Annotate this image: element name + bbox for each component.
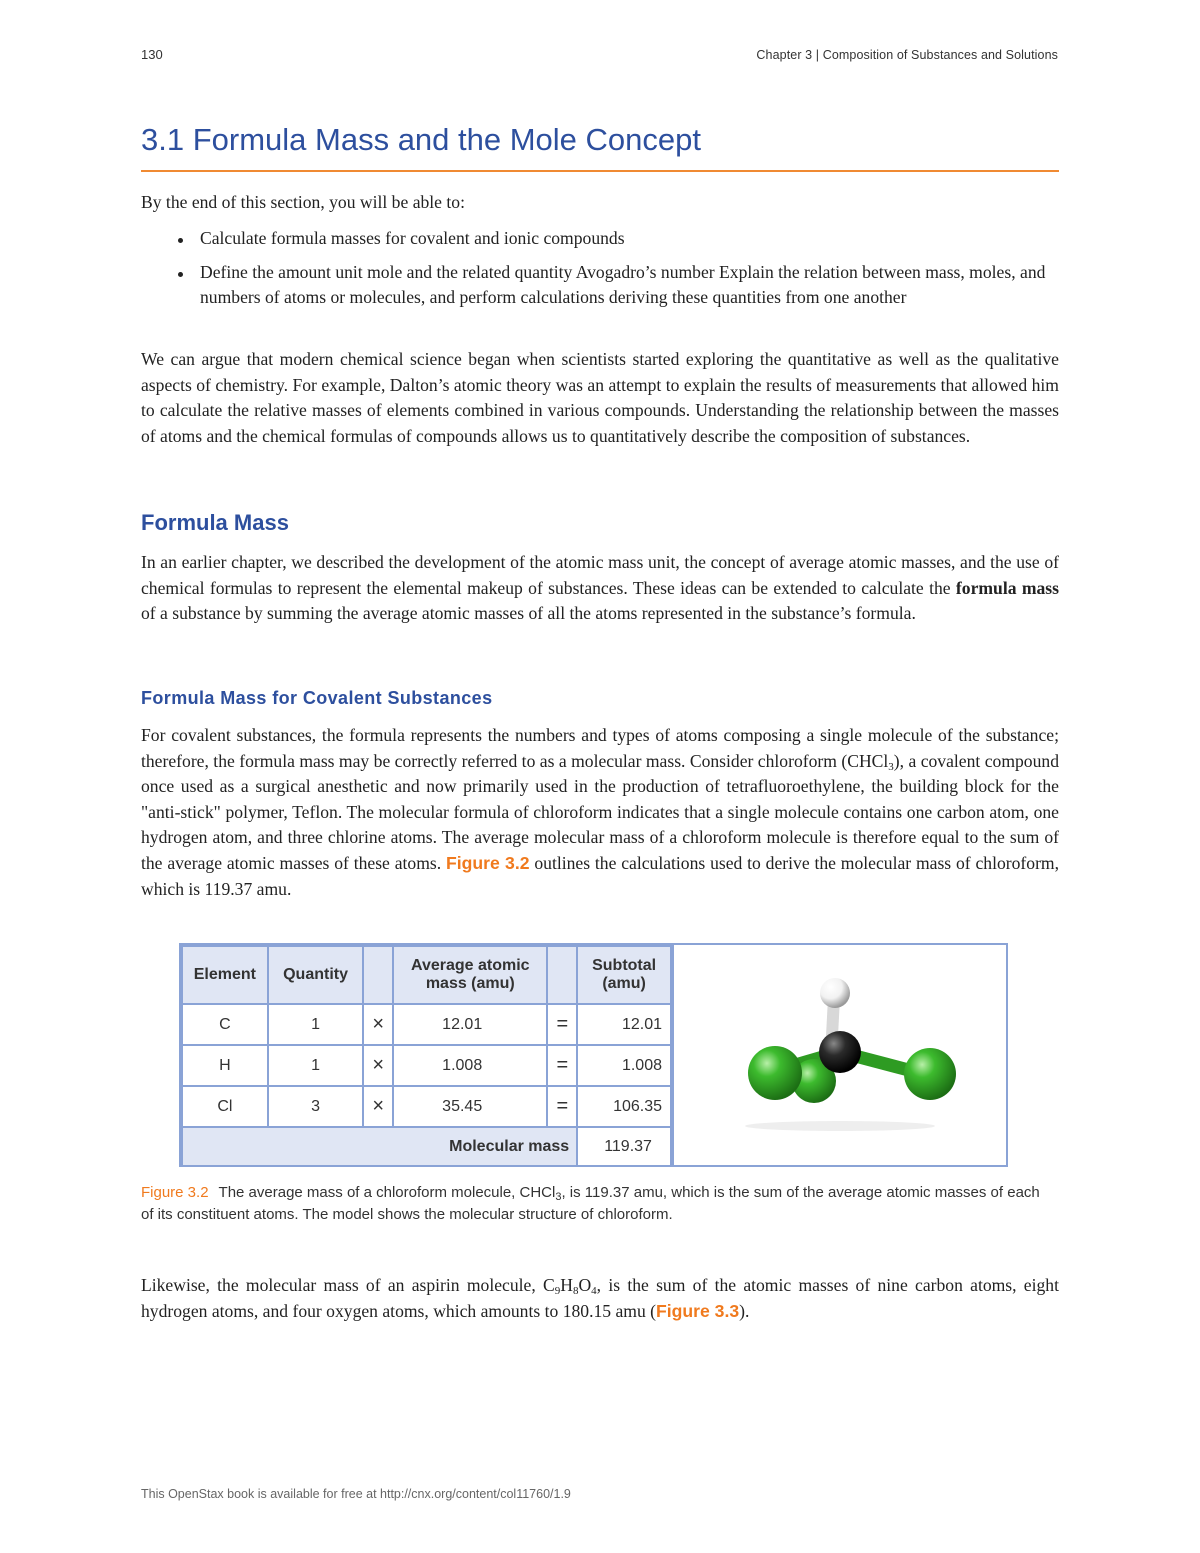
cell-quantity: 1 [268,1045,364,1086]
subscript: 8 [572,1285,579,1297]
subscript: 4 [591,1285,597,1297]
paragraph-text: , is the sum of the atomic masses of nine carbon atoms, eight hydrogen atoms, and four oxygen atoms, which amounts to 180.15 amu ( [141,1275,1059,1321]
header-operator [363,946,393,1004]
cell-average-mass: 1.008 [393,1045,547,1086]
cell-average-mass: 12.01 [393,1004,547,1045]
table-row [182,1045,671,1086]
paragraph-text: Likewise, the molecular mass of an aspirin molecule, C [141,1275,555,1295]
paragraph-text: O [578,1275,592,1295]
header-quantity: Quantity [268,946,364,1004]
paragraph-text: of a substance by summing the average atomic masses of all the atoms represented in the substance’s formula. [141,603,916,624]
formula-mass-heading: Formula Mass [141,510,289,535]
cell-quantity: 1 [268,1004,364,1045]
key-term: formula mass [955,577,1059,598]
figure-caption [141,1182,1041,1226]
cell-average-mass: 35.45 [393,1086,547,1127]
chloroform-molecule-icon [720,975,960,1135]
running-head: Chapter 3 | Composition of Substances and Solutions [756,48,1058,62]
figure-3-2 [179,943,1008,1167]
caption-label: Figure 3.2 [141,1184,209,1201]
figure-3-3-link[interactable]: Figure 3.3 [656,1300,740,1321]
footer-note: This OpenStax book is available for free at http://cnx.org/content/col11760/1.9 [141,1487,571,1501]
cell-quantity: 3 [268,1086,364,1127]
paragraph-text: In an earlier chapter, we described the development of the atomic mass unit, the concept of average atomic masses, and the use of chemical formulas to represent the elemental makeup of substances. These ideas can be extended to calculate the [141,552,1059,598]
objective-item [176,226,1060,252]
formula-mass-paragraph [141,550,1059,627]
bullet-icon [178,272,183,277]
header-average-mass: Average atomic mass (amu) [393,946,547,1004]
header-element: Element [182,946,268,1004]
table-row [182,1004,671,1045]
header-subtotal: Subtotal (amu) [577,946,671,1004]
table-header-row [182,946,671,1004]
subscript: 3 [555,1191,562,1203]
header-operator [547,946,577,1004]
paragraph-text: H [560,1275,573,1295]
equals-sign: = [547,1045,577,1086]
equals-sign: = [547,1004,577,1045]
objective-text: Define the amount unit mole and the related quantity Avogadro’s number Explain the relation between mass, moles, and numbers of atoms or molecules, and perform calculations deriving these quantities from one another [200,261,1046,308]
cell-subtotal: 106.35 [577,1086,671,1127]
objective-item [176,260,1060,311]
molecular-mass-table [181,945,672,1167]
times-sign: × [363,1045,393,1086]
cell-element: Cl [182,1086,268,1127]
chlorine-atom [904,1048,956,1100]
molecular-mass-label: Molecular mass [182,1127,577,1166]
aspirin-paragraph [141,1273,1059,1324]
title-rule [141,170,1059,172]
shadow [745,1121,935,1131]
learning-objectives-list [176,226,1060,319]
paragraph-text: ), a covalent compound once used as a surgical anesthetic and now primarily used in the production of tetrafluoroethylene, the building block for the "anti-stick" polymer, Teflon. The molecular formula of chloroform indicates that a single molecule contains one carbon atom, one hydrogen atom, and three chlorine atoms. The average molecular mass of a chloroform molecule is therefore equal to the sum of the average atomic masses of these atoms. [141,750,1059,873]
covalent-heading: Formula Mass for Covalent Substances [141,688,493,708]
times-sign: × [363,1004,393,1045]
cell-element: H [182,1045,268,1086]
caption-text: The average mass of a chloroform molecule, CHCl [218,1184,556,1201]
chlorine-atom [748,1046,802,1100]
cell-subtotal: 12.01 [577,1004,671,1045]
table-row [182,1086,671,1127]
objective-text: Calculate formula masses for covalent and ionic compounds [200,228,625,248]
paragraph-text: outlines the calculations used to derive the molecular mass of chloroform, which is 119.37 amu. [141,852,1060,899]
covalent-paragraph [141,723,1059,902]
caption-text: , is 119.37 amu, which is the sum of the average atomic masses of each of its constituent atoms. The model shows the molecular structure of chloroform. [141,1184,1040,1223]
table-total-row [182,1127,671,1166]
chloroform-model [672,945,1006,1165]
intro-paragraph: We can argue that modern chemical science began when scientists started exploring the quantitative as well as the qualitative aspects of chemistry. For example, Dalton’s atomic theory was an attempt to explain the results of measurements that allowed him to calculate the relative masses of elements combined in various compounds. Understanding the relationship between the masses of atoms and the chemical formulas of compounds allows us to quantitatively describe the composition of substances. [141,349,1059,446]
page-number: 130 [141,47,163,62]
paragraph-text: ). [739,1300,750,1321]
bullet-icon [178,238,183,243]
figure-3-2-link[interactable]: Figure 3.2 [445,852,530,873]
cell-subtotal: 1.008 [577,1045,671,1086]
times-sign: × [363,1086,393,1127]
subscript: 3 [888,760,894,773]
section-title: 3.1 Formula Mass and the Mole Concept [141,122,701,157]
subscript: 9 [554,1285,561,1297]
hydrogen-atom [820,978,850,1008]
cell-element: C [182,1004,268,1045]
equals-sign: = [547,1086,577,1127]
carbon-atom [819,1031,861,1073]
paragraph-text: For covalent substances, the formula represents the numbers and types of atoms composing a single molecule of the substance; therefore, the formula mass may be correctly referred to as a molecular mass. Consider chloroform (CHCl [141,725,1059,771]
molecular-mass-value: 119.37 [577,1127,671,1166]
learning-objectives-intro: By the end of this section, you will be able to: [141,192,465,212]
